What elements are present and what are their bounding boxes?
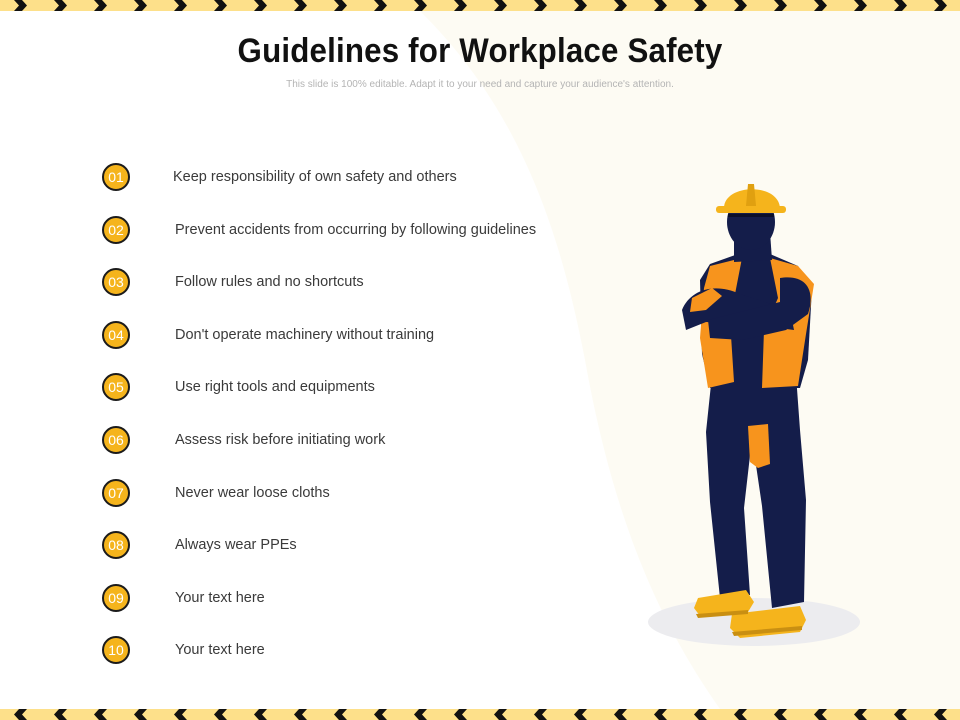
list-item-text: Follow rules and no shortcuts xyxy=(175,274,364,290)
number-badge: 06 xyxy=(102,426,130,454)
list-item xyxy=(102,214,536,246)
list-item xyxy=(102,634,265,666)
number-badge: 03 xyxy=(102,268,130,296)
list-item-text: Assess risk before initiating work xyxy=(175,432,386,448)
list-item-text: Don't operate machinery without training xyxy=(175,327,435,343)
list-item xyxy=(102,529,297,561)
list-item-text: Your text here xyxy=(175,642,265,658)
number-badge: 04 xyxy=(102,321,130,349)
number-badge: 01 xyxy=(102,163,130,191)
list-item xyxy=(102,371,375,403)
number-badge: 09 xyxy=(102,584,130,612)
page-subtitle: This slide is 100% editable. Adapt it to your need and capture your audience's attention. xyxy=(286,79,674,90)
list-item xyxy=(102,582,265,614)
number-badge: 10 xyxy=(102,636,130,664)
list-item-text: Keep responsibility of own safety and others xyxy=(173,169,457,185)
list-item xyxy=(102,319,434,351)
list-item-text: Never wear loose cloths xyxy=(175,485,330,501)
list-item xyxy=(102,266,364,298)
list-item xyxy=(102,477,330,509)
bottom-hazard-stripe xyxy=(0,709,960,720)
number-badge: 08 xyxy=(102,531,130,559)
list-item-text: Your text here xyxy=(175,590,265,606)
number-badge: 05 xyxy=(102,373,130,401)
list-item-text: Prevent accidents from occurring by following guidelines xyxy=(175,222,537,238)
list-item-text: Always wear PPEs xyxy=(175,537,297,553)
list-item xyxy=(102,161,457,193)
number-badge: 02 xyxy=(102,216,130,244)
construction-worker-illustration xyxy=(630,170,880,650)
number-badge: 07 xyxy=(102,479,130,507)
list-item xyxy=(102,424,385,456)
list-item-text: Use right tools and equipments xyxy=(175,379,375,395)
page-title: Guidelines for Workplace Safety xyxy=(237,32,723,70)
